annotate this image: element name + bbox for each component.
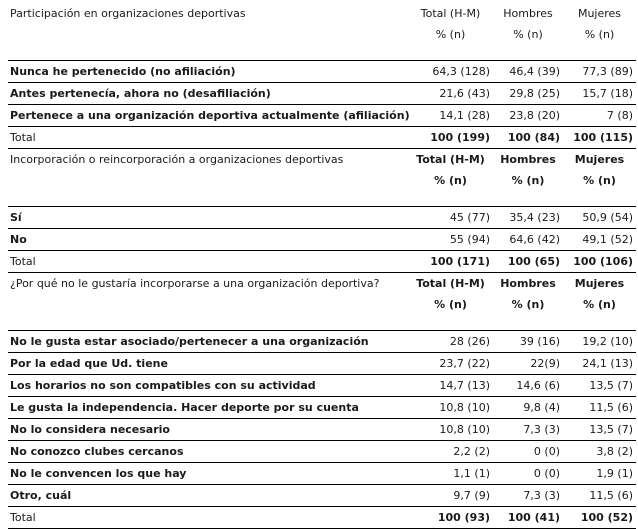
header-mujeres: Mujeres — [563, 273, 636, 295]
table-row — [8, 207, 636, 229]
table-row — [8, 485, 636, 507]
cell-mujeres: 24,1 (13) — [563, 353, 636, 375]
cell-mujeres: 1,9 (1) — [563, 463, 636, 485]
cell-total: 14,7 (13) — [408, 375, 493, 397]
total-hombres: 100 (41) — [493, 507, 563, 529]
total-hombres: 100 (84) — [493, 127, 563, 149]
cell-mujeres: 11,5 (6) — [563, 397, 636, 419]
row-label: No le convencen los que hay — [8, 463, 408, 485]
cell-mujeres: 49,1 (52) — [563, 229, 636, 251]
cell-total: 21,6 (43) — [408, 83, 493, 105]
table-row — [8, 331, 636, 353]
total-total: 100 (171) — [408, 251, 493, 273]
section-subheader-row — [8, 24, 636, 45]
total-label: Total — [8, 251, 408, 273]
header-mujeres: Mujeres — [563, 149, 636, 171]
table-row — [8, 419, 636, 441]
cell-hombres: 35,4 (23) — [493, 207, 563, 229]
cell-mujeres: 7 (8) — [563, 105, 636, 127]
cell-total: 10,8 (10) — [408, 397, 493, 419]
row-label: Le gusta la independencia. Hacer deporte por su cuenta — [8, 397, 408, 419]
section-subheader-row — [8, 294, 636, 315]
section-title: Participación en organizaciones deportivas — [10, 7, 246, 20]
cell-hombres: 7,3 (3) — [493, 485, 563, 507]
cell-hombres: 9,8 (4) — [493, 397, 563, 419]
table-row — [8, 353, 636, 375]
subheader-total: % (n) — [434, 174, 467, 187]
table-row — [8, 83, 636, 105]
header-mujeres: Mujeres — [577, 7, 622, 20]
total-label: Total — [8, 507, 408, 529]
participation-table — [8, 3, 636, 529]
total-total: 100 (93) — [408, 507, 493, 529]
subheader-hombres: % (n) — [511, 174, 545, 187]
total-mujeres: 100 (106) — [563, 251, 636, 273]
header-hombres: Hombres — [493, 273, 563, 295]
cell-total: 55 (94) — [408, 229, 493, 251]
cell-hombres: 46,4 (39) — [493, 61, 563, 83]
cell-hombres: 0 (0) — [493, 463, 563, 485]
total-row — [8, 251, 636, 273]
section-title: Incorporación o reincorporación a organizaciones deportivas — [8, 149, 408, 171]
header-total: Total (H-M) — [408, 149, 493, 171]
cell-total: 28 (26) — [408, 331, 493, 353]
cell-mujeres: 77,3 (89) — [563, 61, 636, 83]
subheader-hombres: % (n) — [513, 28, 543, 41]
total-row — [8, 507, 636, 529]
subheader-total: % (n) — [435, 28, 466, 41]
subheader-total: % (n) — [434, 298, 467, 311]
table-row — [8, 463, 636, 485]
subheader-mujeres: % (n) — [583, 174, 616, 187]
header-hombres: Hombres — [493, 149, 563, 171]
table-row — [8, 105, 636, 127]
cell-total: 1,1 (1) — [408, 463, 493, 485]
table-row — [8, 229, 636, 251]
header-total: Total (H-M) — [420, 7, 481, 20]
total-total: 100 (199) — [408, 127, 493, 149]
table-row — [8, 61, 636, 83]
header-hombres: Hombres — [503, 7, 553, 20]
total-hombres: 100 (65) — [493, 251, 563, 273]
total-label: Total — [8, 127, 408, 149]
cell-total: 23,7 (22) — [408, 353, 493, 375]
total-mujeres: 100 (115) — [563, 127, 636, 149]
table-row — [8, 441, 636, 463]
row-label: Sí — [8, 207, 408, 229]
total-row — [8, 127, 636, 149]
section-subheader-row — [8, 170, 636, 191]
cell-hombres: 39 (16) — [493, 331, 563, 353]
row-label: Nunca he pertenecido (no afiliación) — [8, 61, 408, 83]
cell-hombres: 22(9) — [493, 353, 563, 375]
section-header-row — [8, 273, 636, 295]
cell-hombres: 23,8 (20) — [493, 105, 563, 127]
row-label: Antes pertenecía, ahora no (desafiliación) — [8, 83, 408, 105]
cell-hombres: 64,6 (42) — [493, 229, 563, 251]
section-header-row — [8, 3, 636, 24]
row-label: No le gusta estar asociado/pertenecer a una organización — [8, 331, 408, 353]
section-header-row — [8, 149, 636, 171]
subheader-hombres: % (n) — [511, 298, 545, 311]
cell-mujeres: 13,5 (7) — [563, 419, 636, 441]
table-row — [8, 375, 636, 397]
cell-mujeres: 11,5 (6) — [563, 485, 636, 507]
table-row — [8, 397, 636, 419]
cell-mujeres: 50,9 (54) — [563, 207, 636, 229]
cell-mujeres: 19,2 (10) — [563, 331, 636, 353]
subheader-mujeres: % (n) — [584, 28, 615, 41]
cell-total: 64,3 (128) — [408, 61, 493, 83]
cell-hombres: 14,6 (6) — [493, 375, 563, 397]
cell-hombres: 7,3 (3) — [493, 419, 563, 441]
row-label: No conozco clubes cercanos — [8, 441, 408, 463]
section-title: ¿Por qué no le gustaría incorporarse a una organización deportiva? — [8, 273, 408, 295]
cell-mujeres: 15,7 (18) — [563, 83, 636, 105]
cell-hombres: 0 (0) — [493, 441, 563, 463]
row-label: Los horarios no son compatibles con su actividad — [8, 375, 408, 397]
cell-total: 2,2 (2) — [408, 441, 493, 463]
total-mujeres: 100 (52) — [563, 507, 636, 529]
cell-mujeres: 3,8 (2) — [563, 441, 636, 463]
row-label: No lo considera necesario — [8, 419, 408, 441]
row-label: No — [8, 229, 408, 251]
row-label: Pertenece a una organización deportiva actualmente (afiliación) — [8, 105, 408, 127]
cell-hombres: 29,8 (25) — [493, 83, 563, 105]
row-label: Otro, cuál — [8, 485, 408, 507]
cell-mujeres: 13,5 (7) — [563, 375, 636, 397]
cell-total: 14,1 (28) — [408, 105, 493, 127]
cell-total: 10,8 (10) — [408, 419, 493, 441]
row-label: Por la edad que Ud. tiene — [8, 353, 408, 375]
subheader-mujeres: % (n) — [583, 298, 616, 311]
cell-total: 9,7 (9) — [408, 485, 493, 507]
header-total: Total (H-M) — [408, 273, 493, 295]
cell-total: 45 (77) — [408, 207, 493, 229]
